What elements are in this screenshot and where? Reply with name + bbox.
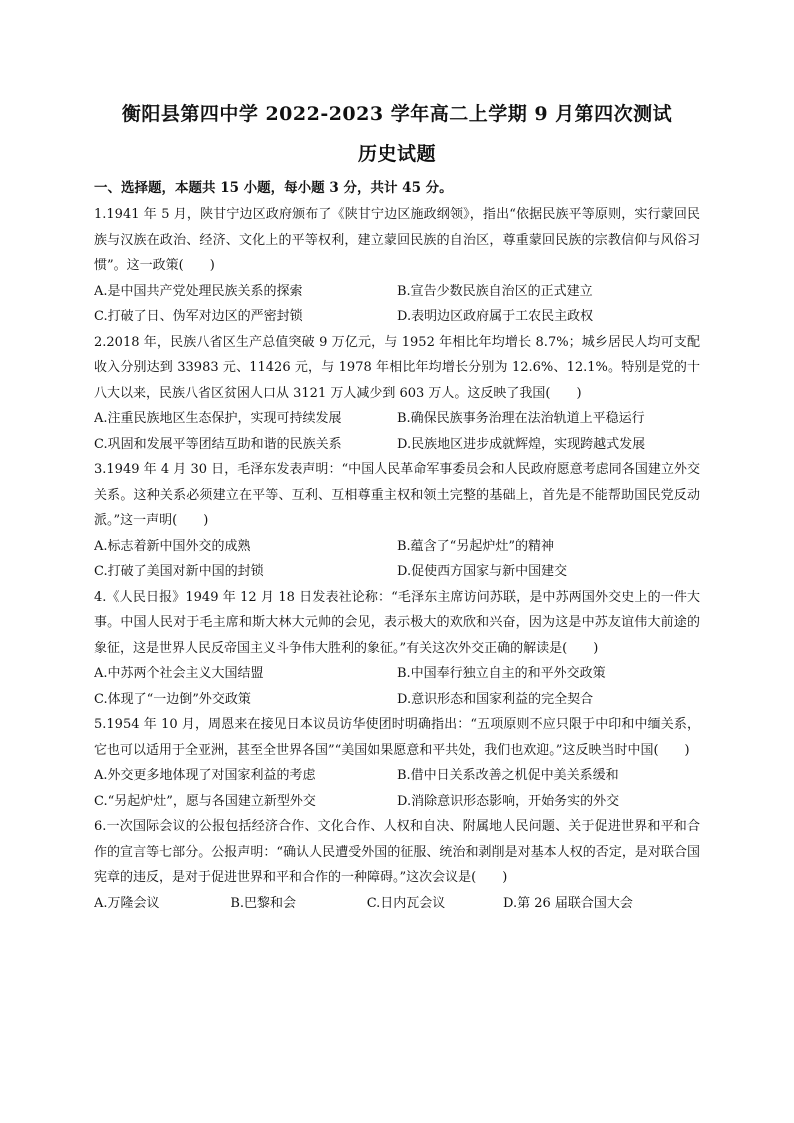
option-a: A.中苏两个社会主义大国结盟: [94, 666, 264, 681]
option-d: D.意识形态和国家利益的完全契合: [397, 691, 594, 707]
question-stem: 5.1954 年 10 月，周恩来在接见日本议员访华使团时明确指出：“五项原则不应只限于中印和中缅关系，它也可以适用于全亚洲，甚至全世界各国”“美国如果愿意和平共处，我们也欢迎。”这反映当时中国( ): [94, 717, 700, 758]
option-b: B.确保民族事务治理在法治轨道上平稳运行: [397, 411, 645, 426]
option-d: D.表明边区政府属于工农民主政权: [397, 309, 594, 324]
questions-list: [94, 202, 700, 916]
option-a: A.万隆会议: [94, 895, 160, 911]
question-4: [94, 585, 700, 713]
option-d: D.消除意识形态影响，开始务实的外交: [397, 793, 620, 809]
options: [94, 661, 700, 712]
option-d: D.促使西方国家与新中国建交: [397, 564, 568, 579]
options: [94, 763, 700, 814]
option-b: B.借中日关系改善之机促中美关系缓和: [397, 768, 619, 783]
option-c: C.体现了“一边倒”外交政策: [94, 691, 251, 707]
question-3: [94, 457, 700, 585]
exam-subtitle: 历史试题: [357, 143, 436, 165]
question-stem: 4.《人民日报》1949 年 12 月 18 日发表社论称：“毛泽东主席访问苏联，是中苏两国外交史上的一件大事。中国人民对于毛主席和斯大林大元帅的会见，表示极大的欢欣和兴奋，因为这是中苏友谊伟大前途的象征，这是世界人民反帝国主义斗争伟大胜利的象征。”有关这次外交正确的解读是( ): [94, 589, 700, 656]
option-b: B.巴黎和会: [230, 895, 297, 911]
option-c: C.打破了日、伪军对边区的严密封锁: [94, 309, 303, 324]
option-b: B.蕴含了“另起炉灶”的精神: [397, 538, 554, 554]
option-a: A.外交更多地体现了对国家利益的考虑: [94, 768, 316, 783]
options: [94, 406, 700, 457]
question-stem: 2.2018 年，民族八省区生产总值突破 9 万亿元，与 1952 年相比年均增长 8.7%；城乡居民人均可支配收入分别达到 33983 元、11426 元，与 1978 年相比年均增长分别为 12.6%、12.1%。特别是党的十八大以来，民族八省区贫困人口从 3121 万人减少到 603 万人。这反映了我国( ): [94, 334, 700, 401]
option-c: C.“另起炉灶”，愿与各国建立新型外交: [94, 793, 316, 809]
options: [94, 891, 700, 917]
option-b: B.宣告少数民族自治区的正式建立: [397, 283, 593, 299]
question-1: [94, 202, 700, 330]
option-a: A.注重民族地区生态保护，实现可持续发展: [94, 411, 342, 426]
section-heading: 一、选择题，本题共 15 小题，每小题 3 分，共计 45 分。: [94, 180, 453, 196]
option-c: C.日内瓦会议: [366, 895, 446, 911]
question-6: [94, 814, 700, 916]
question-2: [94, 330, 700, 458]
option-b: B.中国奉行独立自主的和平外交政策: [397, 666, 606, 681]
options: [94, 279, 700, 330]
option-d: D.第 26 届联合国大会: [503, 895, 633, 911]
question-stem: 1.1941 年 5 月，陕甘宁边区政府颁布了《陕甘宁边区施政纲领》，指出“依据民族平等原则，实行蒙回民族与汉族在政治、经济、文化上的平等权利，建立蒙回民族的自治区，尊重蒙回民族的宗教信仰与风俗习惯”。这一政策( ): [94, 207, 700, 273]
option-c: C.巩固和发展平等团结互助和谐的民族关系: [94, 436, 342, 452]
question-stem: 6.一次国际会议的公报包括经济合作、文化合作、人权和自决、附属地人民问题、关于促进世界和平和合作的宣言等七部分。公报声明：“确认人民遭受外国的征服、统治和剥削是对基本人权的否定，是对联合国宪章的违反，是对于促进世界和平和合作的一种障碍。”这次会议是( ): [94, 819, 700, 885]
options: [94, 534, 700, 585]
exam-title: 衡阳县第四中学 2022-2023 学年高二上学期 9 月第四次测试: [121, 103, 673, 125]
option-d: D.民族地区进步成就辉煌，实现跨越式发展: [397, 436, 646, 452]
question-5: [94, 712, 700, 814]
question-stem: 3.1949 年 4 月 30 日，毛泽东发表声明：“中国人民革命军事委员会和人民政府愿意考虑同各国建立外交关系。这种关系必须建立在平等、互利、互相尊重主权和领土完整的基础上，首先是不能帮助国民党反动派。”这一声明( ): [94, 462, 700, 528]
option-a: A.是中国共产党处理民族关系的探索: [94, 283, 303, 299]
option-c: C.打破了美国对新中国的封锁: [94, 564, 264, 579]
option-a: A.标志着新中国外交的成熟: [94, 538, 251, 554]
